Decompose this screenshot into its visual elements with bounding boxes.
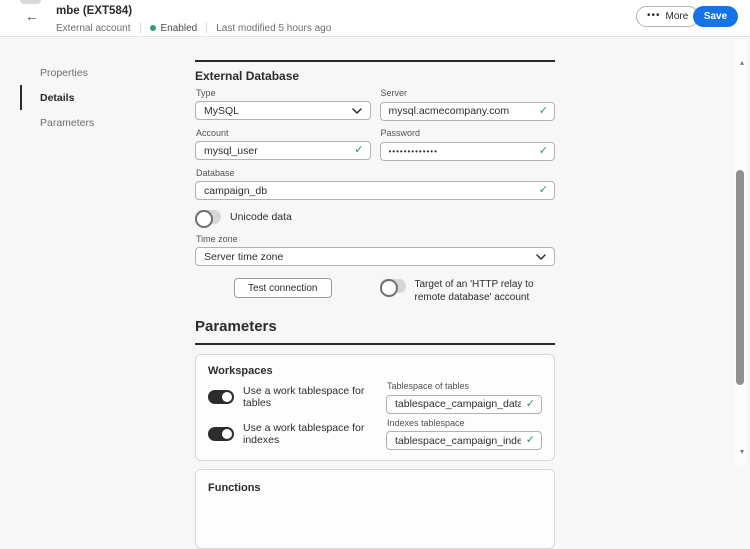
vertical-scrollbar-thumb[interactable] (736, 170, 744, 385)
last-modified-label: Last modified 5 hours ago (216, 22, 332, 34)
unicode-data-label: Unicode data (230, 211, 292, 223)
page-subtitle (56, 22, 331, 34)
database-field (195, 168, 555, 201)
type-select[interactable] (195, 101, 371, 120)
status-badge (150, 23, 198, 34)
valid-check-icon: ✓ (538, 184, 548, 196)
type-select-value: MySQL (204, 104, 240, 117)
valid-check-icon: ✓ (354, 144, 364, 156)
valid-check-icon: ✓ (525, 397, 535, 410)
database-input[interactable] (195, 181, 555, 200)
divider (206, 22, 207, 34)
unicode-data-toggle[interactable] (195, 210, 221, 224)
more-button[interactable] (636, 6, 699, 27)
page-header (0, 0, 750, 37)
password-input[interactable] (380, 142, 556, 161)
title-block (56, 5, 331, 34)
external-database-heading: External Database (195, 69, 300, 83)
connection-actions-row (195, 278, 555, 304)
sidebar-item-details[interactable] (20, 85, 170, 110)
scroll-down-arrow-icon[interactable]: ▾ (739, 447, 744, 456)
section-nav-sidebar (20, 60, 170, 135)
status-label: Enabled (160, 22, 198, 34)
tablespace-indexes-input[interactable] (386, 431, 542, 450)
functions-card (195, 469, 555, 549)
test-connection-button[interactable]: Test connection (234, 278, 332, 298)
account-type-label: External account (56, 22, 131, 34)
tablespace-indexes-field (386, 418, 542, 451)
tablespace-tables-input[interactable] (386, 395, 542, 414)
valid-check-icon: ✓ (538, 104, 548, 117)
divider (140, 22, 141, 34)
workspaces-card (195, 354, 555, 461)
ellipsis-icon: ••• (647, 10, 661, 21)
save-button[interactable]: Save (693, 6, 738, 27)
work-tablespace-tables-label: Use a work tablespace for tables (243, 385, 365, 410)
sidebar-item-label: Details (40, 91, 75, 104)
sidebar-item-label: Parameters (40, 116, 95, 129)
server-field (380, 88, 556, 121)
status-dot-icon (150, 25, 156, 31)
account-label: Account (196, 127, 229, 138)
timezone-select-value: Server time zone (204, 250, 284, 263)
tablespace-indexes-label: Indexes tablespace (387, 417, 465, 428)
chevron-down-icon (352, 108, 362, 114)
http-relay-label: Target of an 'HTTP relay to remote database' account (414, 279, 534, 303)
unicode-data-row (195, 210, 555, 224)
account-input[interactable] (195, 141, 371, 160)
account-field (195, 128, 371, 161)
parameters-heading: Parameters (195, 318, 277, 335)
work-tablespace-tables-toggle[interactable] (208, 390, 234, 404)
server-input[interactable] (380, 102, 556, 121)
clipped-toolbar-fragment (20, 0, 41, 4)
sidebar-item-parameters[interactable] (20, 110, 170, 135)
sidebar-item-properties[interactable] (20, 60, 170, 85)
server-label: Server (380, 88, 408, 98)
sidebar-item-label: Properties (40, 66, 88, 79)
section-rule (195, 343, 555, 345)
timezone-label: Time zone (196, 234, 238, 244)
page-title: mbe (EXT584) (56, 5, 133, 17)
work-tablespace-indexes-toggle[interactable] (208, 427, 234, 441)
type-field (195, 88, 371, 121)
tablespace-indexes-row (208, 418, 542, 451)
valid-check-icon: ✓ (538, 144, 548, 157)
http-relay-row (380, 278, 556, 304)
timezone-select[interactable] (195, 247, 555, 266)
database-label: Database (196, 167, 235, 178)
section-rule (195, 60, 555, 62)
http-relay-toggle[interactable] (380, 279, 406, 293)
functions-heading: Functions (208, 482, 261, 494)
work-tablespace-indexes-label: Use a work tablespace for indexes (243, 421, 365, 446)
tablespace-tables-label: Tablespace of tables (387, 381, 470, 391)
valid-check-icon: ✓ (525, 434, 535, 446)
password-field (380, 128, 556, 161)
password-label: Password (380, 127, 421, 138)
tablespace-tables-row (208, 381, 542, 414)
chevron-down-icon (536, 254, 546, 260)
tablespace-tables-field (386, 381, 542, 414)
details-form (195, 37, 555, 549)
more-button-label: More (665, 11, 689, 22)
type-label: Type (196, 88, 216, 98)
timezone-field (195, 234, 555, 266)
scroll-up-arrow-icon[interactable]: ▴ (739, 58, 744, 67)
back-arrow-icon[interactable]: ← (25, 8, 39, 24)
workspaces-heading: Workspaces (208, 365, 273, 377)
